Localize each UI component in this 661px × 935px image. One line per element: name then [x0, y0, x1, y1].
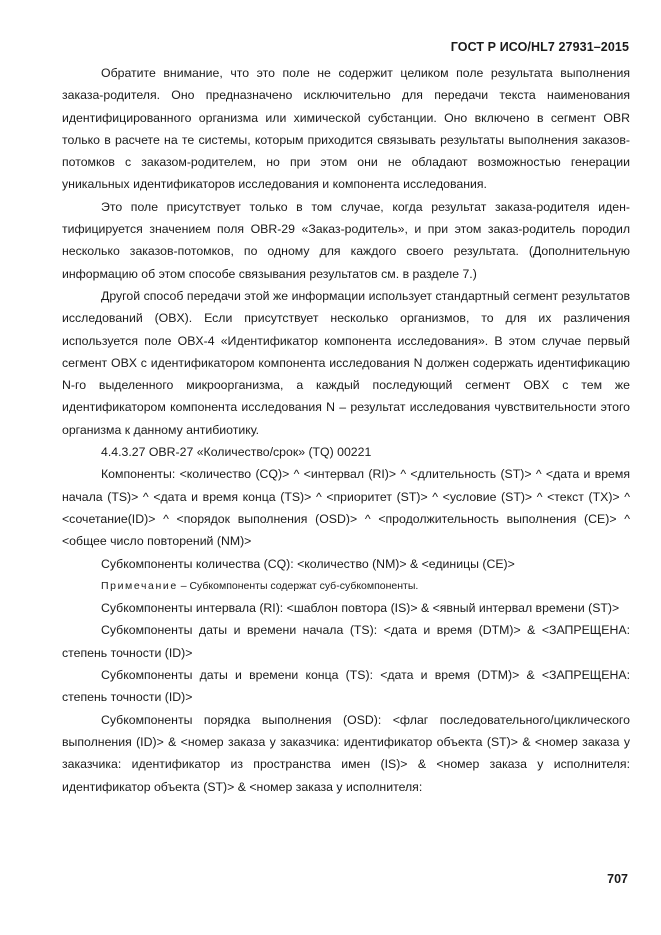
note-label: Примечание	[101, 579, 178, 592]
page-body	[62, 62, 630, 798]
paragraph-start-ts-subcomponents: Субкомпоненты даты и времени начала (TS): <дата и время (DTM)> & <ЗАПРЕЩЕНА: степень точности (ID)>	[62, 623, 630, 660]
page-number-text: 707	[607, 872, 628, 886]
page-number	[607, 872, 628, 886]
paragraph-obr29-usage: Это поле присутствует только в том случае, когда результат заказа-родителя идентифицируется значением поля OBR-29 «Заказ-родитель», и при этом заказ-родитель породил несколько заказов-потомков, по одному для каждого своего результата. (Дополнительную информацию об этом способе связывания результатов см. в разделе 7.)	[62, 199, 630, 281]
standard-id: ГОСТ Р ИСО/HL7 27931–2015	[450, 40, 629, 54]
section-heading-obr27: 4.4.3.27 OBR-27 «Количество/срок» (TQ) 00221	[101, 445, 372, 460]
note	[62, 575, 630, 597]
paragraph-note-on-field: Обратите внимание, что это поле не содержит целиком поле результата выполнения заказа-родителя. Оно предназначено исключительно для передачи текста наименования идентифицированного организма или химической субстанции. Оно включено в сегмент OBR только в расчете на те системы, которым приходится связывать результаты выполнения заказов-потомков с заказом-родителем, но при этом они не обладают возможностью генерации уникальных идентификаторов исследования и компонента исследования.	[62, 66, 630, 192]
paragraph-osd-subcomponents: Субкомпоненты порядка выполнения (OSD): <флаг последовательного/циклического выполнения (ID)> & <номер заказа у заказчика: идентификатор объекта (ST)> & <номер заказа у заказчика: идентификатор из пространства имен (IS)> & <номер заказа у исполнителя: идентификатор объекта (ST)> & <номер заказа у исполнителя:	[62, 712, 630, 794]
document-header	[451, 40, 629, 54]
paragraph-components: Компоненты: <количество (CQ)> ^ <интервал (RI)> ^ <длительность (ST)> ^ <дата и время начала (TS)> ^ <дата и время конца (TS)> ^ <приоритет (ST)> ^ <условие (ST)> ^ <текст (TX)> ^ <сочетание(ID)> ^ <порядок выполнения (OSD)> ^ <продолжительность выполнения (CE)> ^ <общее число повторений (NM)>	[62, 467, 630, 549]
paragraph-end-ts-subcomponents: Субкомпоненты даты и времени конца (TS): <дата и время (DTM)> & <ЗАПРЕЩЕНА: степень точности (ID)>	[62, 668, 630, 705]
paragraph-cq-subcomponents: Субкомпоненты количества (CQ): <количество (NM)> & <единицы (CE)>	[101, 556, 515, 571]
paragraph-ri-subcomponents: Субкомпоненты интервала (RI): <шаблон повтора (IS)> & <явный интервал времени (ST)>	[101, 601, 620, 616]
paragraph-obx-alternative: Другой способ передачи этой же информации использует стандартный сегмент результатов исследований (OBX). Если присутствует несколько организмов, то для их различения используется поле OBX-4 «Идентификатор компонента исследования». В этом случае первый сегмент OBX с идентификатором компонента исследования N должен содержать идентификацию N-го выделенного микроорганизма, а каждый последующий сегмент OBX с тем же идентификатором компонента исследования N – результат исследования чувствительности этого организма к данному антибиотику.	[62, 288, 630, 437]
note-text: – Субкомпоненты содержат суб-субкомпоненты.	[177, 579, 419, 592]
